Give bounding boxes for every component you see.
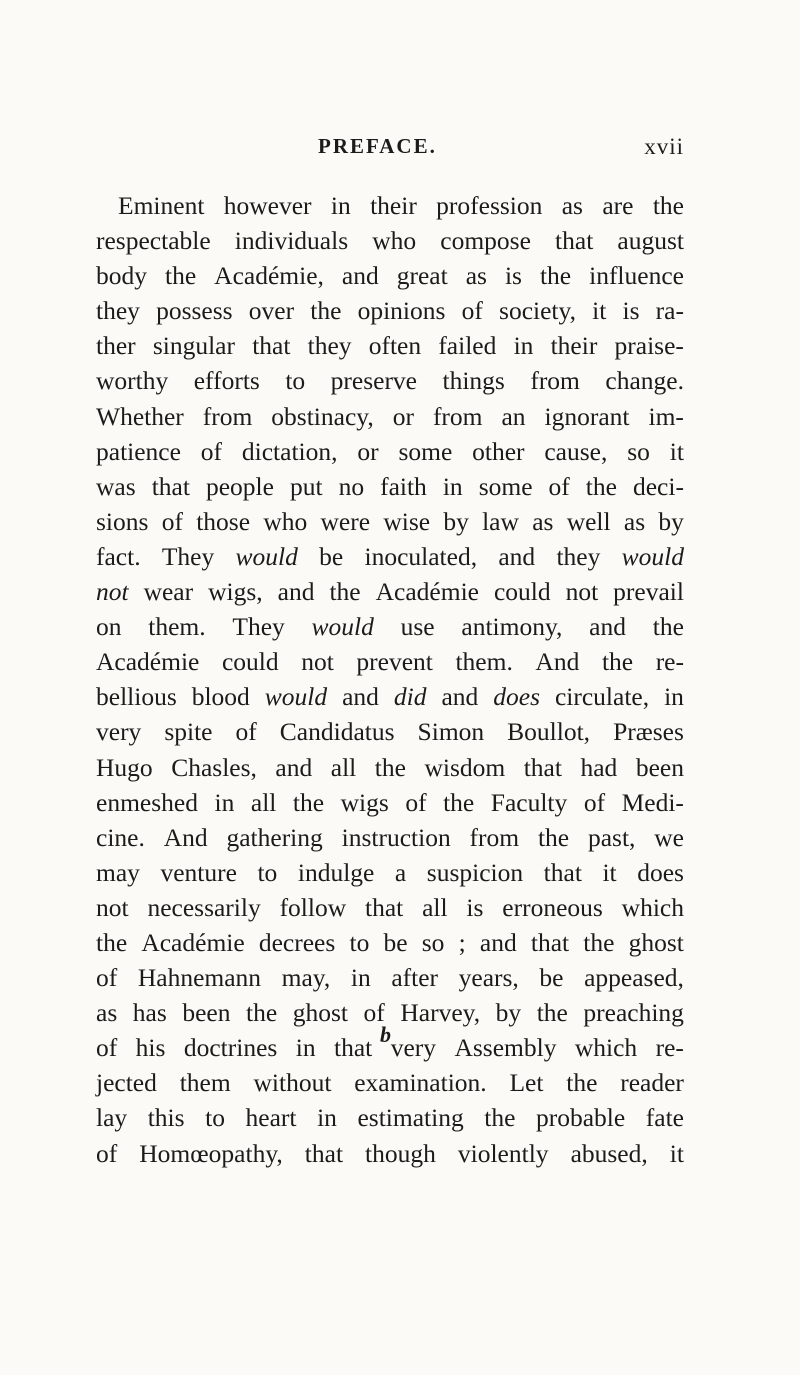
word: follow	[279, 892, 347, 922]
word: a	[394, 857, 407, 887]
word: of	[461, 296, 483, 326]
word: over	[248, 296, 295, 326]
word: profession	[436, 191, 543, 220]
word: use	[400, 612, 435, 642]
word: the	[292, 787, 325, 817]
word: ghost	[292, 998, 348, 1028]
word: cause,	[544, 436, 608, 466]
word: Académie,	[214, 261, 324, 291]
word: who	[372, 226, 417, 256]
word: and	[342, 682, 379, 712]
word: be	[539, 963, 564, 993]
word: the	[539, 261, 572, 291]
word: that	[304, 1138, 344, 1168]
word: respectable	[96, 226, 211, 256]
word: inoculated,	[364, 541, 478, 571]
word: are	[602, 191, 634, 220]
word: that	[334, 1033, 373, 1063]
word: fact.	[96, 541, 141, 571]
word: the	[165, 261, 197, 291]
word: Præses	[613, 717, 684, 747]
word: in	[664, 682, 684, 712]
word: Whether	[96, 401, 184, 431]
word: of	[235, 717, 257, 747]
word: cine.	[96, 822, 145, 852]
word: the	[585, 471, 617, 501]
word: that	[252, 331, 291, 361]
word: no	[338, 471, 365, 501]
word: and	[441, 682, 479, 712]
word: the	[601, 647, 634, 677]
word: Hahnemann	[137, 963, 262, 993]
italic-word: would	[264, 682, 328, 712]
word: as	[96, 998, 118, 1028]
word: decrees	[258, 927, 336, 957]
word: lay	[96, 1103, 128, 1133]
text-line	[96, 399, 684, 434]
word: well	[566, 506, 611, 536]
word: some	[398, 436, 453, 466]
word: ther	[96, 331, 136, 361]
word: august	[617, 226, 684, 256]
word: things	[442, 366, 505, 396]
word: the	[583, 927, 615, 957]
word: his	[135, 1033, 166, 1063]
word: been	[182, 998, 231, 1028]
word: that	[364, 892, 404, 922]
word: could	[221, 647, 279, 677]
word: not	[301, 647, 334, 677]
word: the	[443, 787, 475, 817]
word: in	[350, 963, 371, 993]
word: it	[669, 436, 684, 466]
word: of	[548, 471, 570, 501]
word: from	[530, 366, 580, 396]
word: is	[504, 261, 522, 291]
text-line	[96, 574, 684, 609]
word: reader	[620, 1068, 684, 1098]
word: does	[637, 857, 684, 887]
italic-word: would	[235, 541, 298, 571]
word: them	[179, 1068, 231, 1098]
word: blood	[191, 682, 250, 712]
running-head: PREFACE.	[318, 134, 437, 158]
word: praise-	[614, 331, 684, 361]
word: venture	[160, 857, 237, 887]
word: as	[561, 191, 583, 220]
word: and	[498, 541, 536, 571]
word: deci-	[632, 471, 684, 501]
word: And	[163, 822, 208, 852]
word: had	[580, 752, 618, 782]
word: an	[501, 401, 526, 431]
word: wigs,	[208, 577, 263, 607]
word: and	[277, 577, 315, 607]
word: without	[253, 1068, 332, 1098]
word: be	[383, 927, 408, 957]
word: And	[535, 647, 580, 677]
word: the	[484, 1103, 516, 1133]
word: Académie	[375, 577, 479, 607]
word: bellious	[96, 682, 177, 712]
word: were	[320, 506, 371, 536]
text-line	[96, 469, 684, 504]
word: in	[513, 331, 534, 361]
word: law	[482, 506, 519, 536]
word: compose	[440, 226, 531, 256]
word: prevail	[613, 577, 684, 607]
word: possess	[156, 296, 233, 326]
text-line	[96, 258, 684, 293]
word: however	[223, 191, 312, 220]
word: who	[263, 506, 308, 536]
text-line	[96, 820, 684, 855]
word: necessarily	[147, 892, 261, 922]
word: Simon	[417, 717, 485, 747]
word: They	[161, 541, 215, 571]
text-line	[96, 714, 684, 749]
word: they	[96, 296, 140, 326]
word: from	[432, 401, 483, 431]
word: all	[250, 787, 277, 817]
word: re-	[655, 1033, 684, 1063]
word: they	[556, 541, 601, 571]
word: estimating	[357, 1103, 464, 1133]
italic-word: not	[96, 577, 129, 607]
word: of	[363, 998, 385, 1028]
word: instruction	[341, 822, 451, 852]
italic-word: would	[311, 612, 374, 642]
word: put	[289, 471, 323, 501]
word: is	[466, 892, 484, 922]
word: past,	[587, 822, 636, 852]
word: of	[583, 787, 606, 817]
text-line	[96, 750, 684, 785]
word: their	[550, 331, 598, 361]
word: and	[341, 261, 379, 291]
word: and	[275, 752, 313, 782]
word: the	[96, 927, 128, 957]
word: society,	[499, 296, 576, 326]
word: Hugo	[96, 752, 153, 782]
word: very	[96, 717, 142, 747]
word: patience	[96, 436, 181, 466]
word: often	[368, 331, 422, 361]
word: wise	[383, 506, 431, 536]
word: to	[205, 1103, 225, 1133]
word: other	[472, 436, 525, 466]
word: ra-	[655, 296, 684, 326]
text-line	[96, 644, 684, 679]
word: as	[532, 506, 554, 536]
word: failed	[438, 331, 497, 361]
word: ghost	[628, 927, 684, 957]
word: may,	[281, 963, 331, 993]
word: not	[565, 577, 599, 607]
word: we	[654, 822, 684, 852]
word: appeased,	[584, 963, 684, 993]
text-line	[96, 785, 684, 820]
word: them.	[455, 647, 513, 677]
word: the	[536, 998, 568, 1028]
word: Medi-	[621, 787, 684, 817]
word: they	[307, 331, 352, 361]
word: though	[365, 1138, 436, 1168]
word: suspicion	[426, 857, 524, 887]
word: body	[96, 261, 147, 291]
word: Assembly	[454, 1033, 557, 1063]
word: circulate,	[554, 682, 650, 712]
word: is	[622, 296, 640, 326]
word: of	[96, 1033, 118, 1063]
word: as	[623, 506, 646, 536]
text-line	[96, 925, 684, 960]
word: Faculty	[490, 787, 568, 817]
word: the	[246, 998, 278, 1028]
word: those	[196, 506, 251, 536]
word: not	[96, 892, 129, 922]
word: of	[161, 506, 183, 536]
word: re-	[655, 647, 684, 677]
word: worthy	[96, 366, 169, 396]
word: individuals	[234, 226, 349, 256]
word: or	[357, 436, 379, 466]
word: preserve	[330, 366, 418, 396]
word: doctrines	[183, 1033, 278, 1063]
word: them.	[148, 612, 206, 642]
word: Eminent	[118, 191, 205, 220]
word: by	[443, 506, 469, 536]
word: could	[493, 577, 551, 607]
page-number: xvii	[644, 134, 684, 159]
word: from	[469, 822, 520, 852]
word: wigs	[340, 787, 389, 817]
text-line	[96, 1136, 684, 1171]
word: of	[405, 787, 427, 817]
word: in	[442, 471, 463, 501]
word: antimony,	[461, 612, 563, 642]
word: the	[652, 191, 684, 220]
word: been	[635, 752, 684, 782]
word: the	[652, 612, 684, 642]
word: Académie	[141, 927, 245, 957]
word: Chasles,	[171, 752, 257, 782]
word: the	[537, 822, 570, 852]
word: im-	[648, 401, 684, 431]
text-line	[96, 539, 684, 574]
word: violently	[457, 1138, 549, 1168]
word: jected	[96, 1068, 157, 1098]
word: change.	[605, 366, 684, 396]
word: of	[96, 963, 118, 993]
word: be	[319, 541, 344, 571]
word: all	[330, 752, 357, 782]
page-header	[100, 134, 684, 164]
text-line	[96, 188, 684, 223]
word: fate	[645, 1103, 684, 1133]
word: wear	[143, 577, 194, 607]
text-line	[96, 363, 684, 398]
word: great	[396, 261, 448, 291]
word: faith	[380, 471, 427, 501]
word: it	[669, 1138, 684, 1168]
word: the	[374, 752, 406, 782]
italic-word: does	[493, 682, 540, 712]
word: influence	[589, 261, 684, 291]
word: in	[295, 1033, 316, 1063]
word: from	[202, 401, 253, 431]
italic-word: did	[393, 682, 427, 712]
word: that	[523, 752, 562, 782]
word: in	[317, 1103, 337, 1133]
word: may	[96, 857, 140, 887]
word: heart	[245, 1103, 297, 1133]
word: some	[478, 471, 533, 501]
word: wisdom	[424, 752, 506, 782]
word: They	[232, 612, 285, 642]
word: the	[310, 296, 342, 326]
word: which	[621, 892, 684, 922]
word: to	[349, 927, 370, 957]
text-line	[96, 1100, 684, 1135]
word: of	[200, 436, 223, 466]
word: that	[151, 471, 190, 501]
text-line	[96, 223, 684, 258]
word: enmeshed	[96, 787, 198, 817]
word: has	[132, 998, 167, 1028]
word: Académie	[96, 647, 200, 677]
word: or	[392, 401, 414, 431]
word: the	[329, 577, 361, 607]
word: probable	[535, 1103, 626, 1133]
word: spite	[164, 717, 213, 747]
word: erroneous	[502, 892, 603, 922]
word: Boullot,	[507, 717, 591, 747]
text-line	[96, 434, 684, 469]
word: after	[391, 963, 439, 993]
word: Candidatus	[279, 717, 395, 747]
word: by	[495, 998, 522, 1028]
word: obstinacy,	[271, 401, 374, 431]
word: it	[602, 857, 617, 887]
word: preaching	[583, 998, 684, 1028]
word: ignorant	[544, 401, 630, 431]
word: indulge	[297, 857, 375, 887]
word: years,	[458, 963, 519, 993]
text-line	[96, 1065, 684, 1100]
word: so	[627, 436, 650, 466]
word: very	[390, 1033, 437, 1063]
word: Homœopathy,	[139, 1138, 283, 1168]
text-line	[96, 960, 684, 995]
word: this	[147, 1103, 185, 1133]
text-line	[96, 504, 684, 539]
word: their	[370, 191, 417, 220]
word: so	[421, 927, 445, 957]
word: ;	[458, 927, 466, 957]
word: to	[285, 366, 306, 396]
word: as	[465, 261, 487, 291]
word: people	[205, 471, 274, 501]
word: that	[530, 927, 570, 957]
text-line	[96, 679, 684, 714]
word: of	[96, 1138, 118, 1168]
word: efforts	[193, 366, 260, 396]
word: and	[589, 612, 626, 642]
word: Harvey,	[400, 998, 481, 1028]
italic-word: would	[621, 541, 684, 571]
word: on	[96, 612, 122, 642]
text-line	[96, 890, 684, 925]
word: abused,	[570, 1138, 648, 1168]
word: in	[330, 191, 351, 220]
word: that	[543, 857, 582, 887]
word: was	[96, 471, 136, 501]
word: all	[422, 892, 448, 922]
word: the	[566, 1068, 598, 1098]
text-line	[96, 609, 684, 644]
word: dictation,	[241, 436, 338, 466]
word: Let	[509, 1068, 544, 1098]
signature-mark: b	[380, 1022, 391, 1047]
word: in	[214, 787, 235, 817]
word: gathering	[226, 822, 323, 852]
word: opinions	[357, 296, 446, 326]
text-line	[96, 293, 684, 328]
word: it	[592, 296, 607, 326]
text-line	[96, 855, 684, 890]
word: singular	[152, 331, 235, 361]
word: which	[574, 1033, 638, 1063]
word: prevent	[356, 647, 433, 677]
word: by	[658, 506, 684, 536]
word: to	[257, 857, 278, 887]
word: and	[479, 927, 517, 957]
text-line	[96, 328, 684, 363]
word: that	[555, 226, 594, 256]
word: examination.	[354, 1068, 487, 1098]
word: sions	[96, 506, 149, 536]
